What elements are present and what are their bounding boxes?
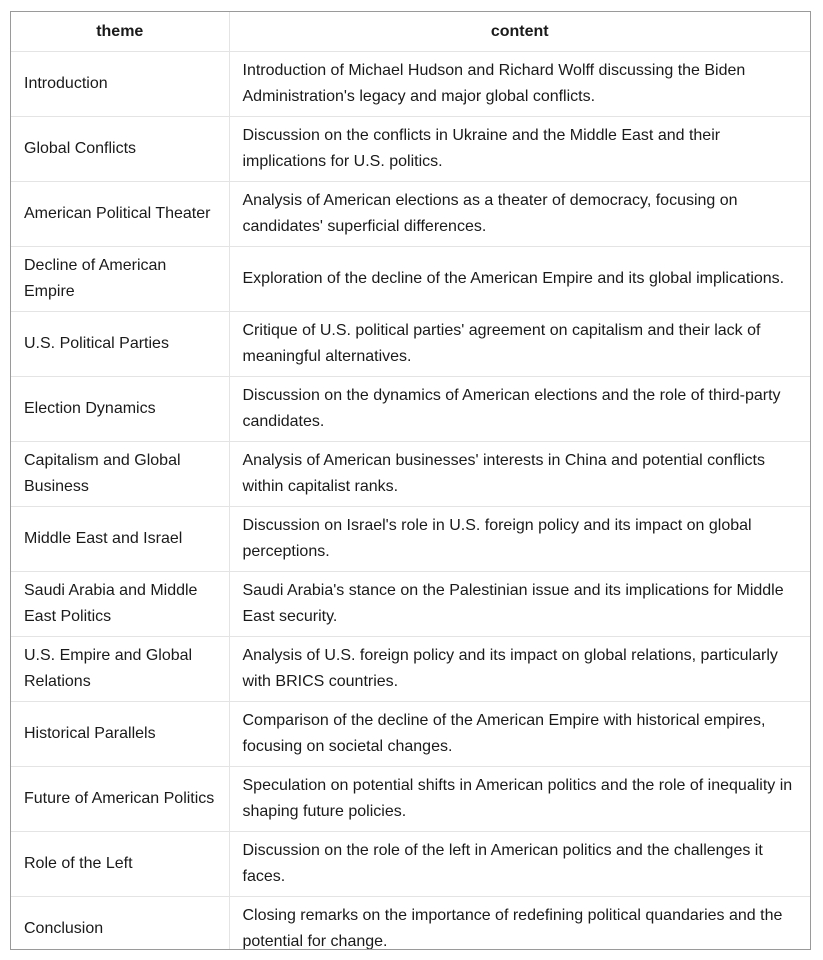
table-row (11, 117, 810, 182)
theme-cell: Historical Parallels (11, 702, 229, 767)
theme-cell: U.S. Empire and Global Relations (11, 637, 229, 702)
table-row (11, 702, 810, 767)
content-cell: Comparison of the decline of the American Empire with historical empires, focusing on societal changes. (229, 702, 810, 767)
theme-cell: American Political Theater (11, 182, 229, 247)
theme-cell: U.S. Political Parties (11, 312, 229, 377)
table-row (11, 182, 810, 247)
table-row (11, 442, 810, 507)
content-cell: Critique of U.S. political parties' agreement on capitalism and their lack of meaningful alternatives. (229, 312, 810, 377)
theme-cell: Role of the Left (11, 832, 229, 897)
content-cell: Introduction of Michael Hudson and Richard Wolff discussing the Biden Administration's legacy and major global conflicts. (229, 52, 810, 117)
column-header-content: content (229, 12, 810, 52)
content-cell: Discussion on the role of the left in American politics and the challenges it faces. (229, 832, 810, 897)
table-row (11, 507, 810, 572)
column-header-theme: theme (11, 12, 229, 52)
theme-cell: Introduction (11, 52, 229, 117)
content-cell: Discussion on the dynamics of American elections and the role of third-party candidates. (229, 377, 810, 442)
table-row (11, 572, 810, 637)
content-cell: Saudi Arabia's stance on the Palestinian issue and its implications for Middle East security. (229, 572, 810, 637)
table-row (11, 637, 810, 702)
content-cell: Analysis of U.S. foreign policy and its impact on global relations, particularly with BRICS countries. (229, 637, 810, 702)
table-row (11, 312, 810, 377)
themes-table (11, 12, 810, 950)
content-cell: Discussion on Israel's role in U.S. foreign policy and its impact on global perceptions. (229, 507, 810, 572)
theme-cell: Capitalism and Global Business (11, 442, 229, 507)
theme-cell: Election Dynamics (11, 377, 229, 442)
theme-cell: Decline of American Empire (11, 247, 229, 312)
content-cell: Speculation on potential shifts in American politics and the role of inequality in shaping future policies. (229, 767, 810, 832)
theme-cell: Future of American Politics (11, 767, 229, 832)
table-header-row (11, 12, 810, 52)
content-cell: Exploration of the decline of the American Empire and its global implications. (229, 247, 810, 312)
table-body (11, 52, 810, 951)
table-row (11, 897, 810, 951)
theme-cell: Conclusion (11, 897, 229, 951)
table-row (11, 377, 810, 442)
theme-cell: Middle East and Israel (11, 507, 229, 572)
content-cell: Closing remarks on the importance of redefining political quandaries and the potential for change. (242, 907, 783, 950)
table-row (11, 767, 810, 832)
content-cell: Discussion on the conflicts in Ukraine and the Middle East and their implications for U.S. politics. (229, 117, 810, 182)
table-row (11, 52, 810, 117)
content-cell: Analysis of American elections as a theater of democracy, focusing on candidates' superficial differences. (229, 182, 810, 247)
themes-table-container (10, 11, 811, 950)
theme-cell: Saudi Arabia and Middle East Politics (11, 572, 229, 637)
theme-cell: Global Conflicts (11, 117, 229, 182)
content-cell: Analysis of American businesses' interests in China and potential conflicts within capitalist ranks. (229, 442, 810, 507)
table-row (11, 247, 810, 312)
table-row (11, 832, 810, 897)
